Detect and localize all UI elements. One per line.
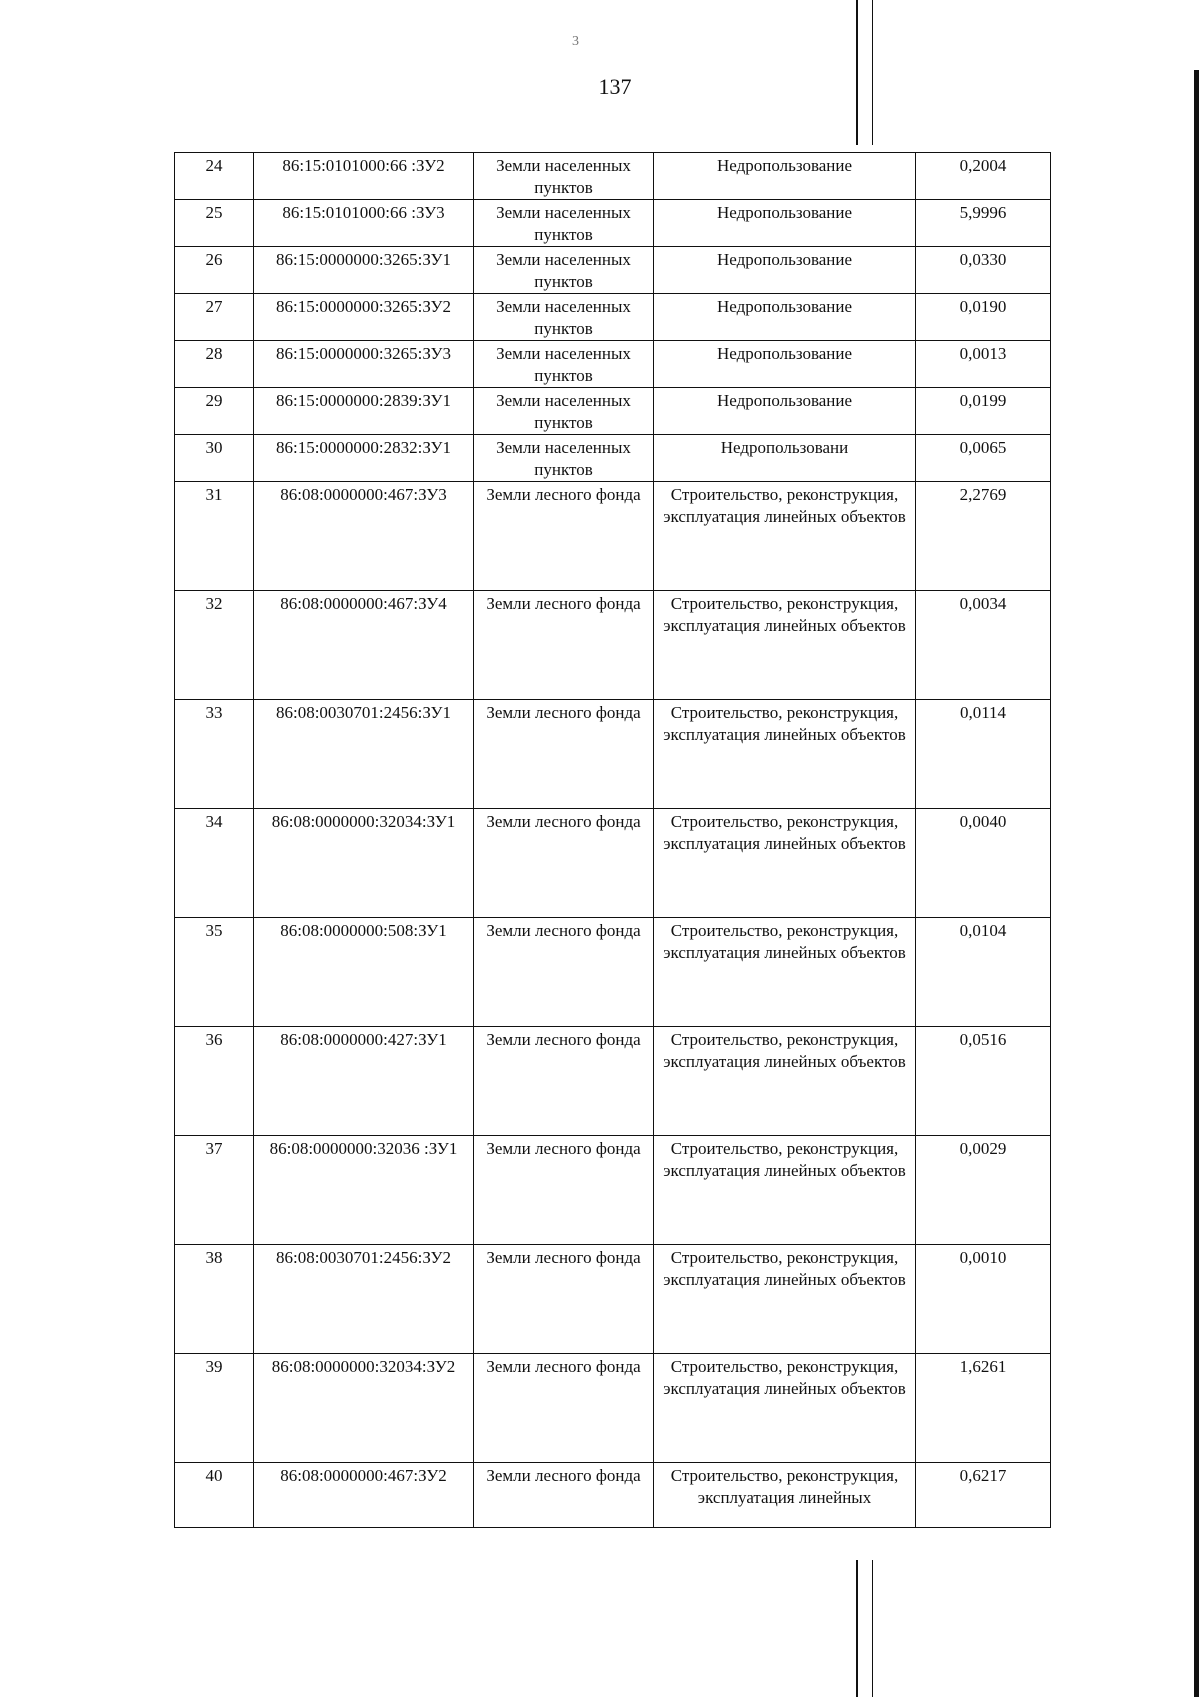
page-mark: 3 [572, 34, 579, 49]
row-number-cell: 27 [175, 294, 254, 341]
land-category-cell: Земли населенных пунктов [474, 388, 654, 435]
land-category-cell: Земли лесного фонда [474, 1245, 654, 1354]
table-row [175, 341, 1051, 388]
land-category-cell: Земли лесного фонда [474, 1354, 654, 1463]
area-cell: 0,0114 [916, 700, 1051, 809]
area-cell: 0,0013 [916, 341, 1051, 388]
cadastral-number-cell: 86:08:0000000:467:ЗУ2 [254, 1463, 474, 1528]
row-number-cell: 37 [175, 1136, 254, 1245]
scan-edge-line [872, 1560, 873, 1697]
cadastral-number-cell: 86:08:0000000:508:ЗУ1 [254, 918, 474, 1027]
table-row [175, 388, 1051, 435]
area-cell: 5,9996 [916, 200, 1051, 247]
land-category-cell: Земли населенных пунктов [474, 341, 654, 388]
cadastral-number-cell: 86:15:0000000:3265:ЗУ1 [254, 247, 474, 294]
row-number-cell: 40 [175, 1463, 254, 1528]
land-category-cell: Земли лесного фонда [474, 482, 654, 591]
scan-edge-line [872, 0, 873, 145]
table-row [175, 294, 1051, 341]
scan-edge-line [856, 1560, 858, 1697]
page-number: 137 [598, 74, 632, 99]
permitted-use-cell: Строительство, реконструкция, эксплуатация линейных объектов [654, 1354, 916, 1463]
permitted-use-cell: Недропользование [654, 294, 916, 341]
table-row [175, 1354, 1051, 1463]
cadastral-number-cell: 86:08:0000000:467:ЗУ3 [254, 482, 474, 591]
row-number-cell: 29 [175, 388, 254, 435]
table-body [175, 153, 1051, 1528]
table-row [175, 1245, 1051, 1354]
cadastral-number-cell: 86:15:0101000:66 :ЗУ2 [254, 153, 474, 200]
cadastral-number-cell: 86:15:0000000:2832:ЗУ1 [254, 435, 474, 482]
area-cell: 0,2004 [916, 153, 1051, 200]
row-number-cell: 38 [175, 1245, 254, 1354]
table-row [175, 1027, 1051, 1136]
row-number-cell: 36 [175, 1027, 254, 1136]
permitted-use-cell: Строительство, реконструкция, эксплуатация линейных объектов [654, 700, 916, 809]
cadastral-number-cell: 86:15:0101000:66 :ЗУ3 [254, 200, 474, 247]
area-cell: 0,6217 [916, 1463, 1051, 1528]
scan-edge-line [856, 0, 858, 145]
permitted-use-cell: Недропользование [654, 341, 916, 388]
area-cell: 0,0330 [916, 247, 1051, 294]
land-category-cell: Земли лесного фонда [474, 809, 654, 918]
table-row [175, 918, 1051, 1027]
table-row [175, 700, 1051, 809]
table-row [175, 591, 1051, 700]
area-cell: 0,0190 [916, 294, 1051, 341]
area-cell: 0,0029 [916, 1136, 1051, 1245]
row-number-cell: 25 [175, 200, 254, 247]
cadastral-number-cell: 86:08:0000000:32034:ЗУ2 [254, 1354, 474, 1463]
permitted-use-cell: Строительство, реконструкция, эксплуатация линейных объектов [654, 1027, 916, 1136]
table-row [175, 482, 1051, 591]
land-category-cell: Земли лесного фонда [474, 700, 654, 809]
cadastral-number-cell: 86:08:0030701:2456:ЗУ2 [254, 1245, 474, 1354]
table-row [175, 1136, 1051, 1245]
area-cell: 2,2769 [916, 482, 1051, 591]
permitted-use-cell: Недропользование [654, 388, 916, 435]
land-category-cell: Земли населенных пунктов [474, 294, 654, 341]
row-number-cell: 28 [175, 341, 254, 388]
permitted-use-cell: Строительство, реконструкция, эксплуатация линейных объектов [654, 1245, 916, 1354]
row-number-cell: 32 [175, 591, 254, 700]
permitted-use-cell: Строительство, реконструкция, эксплуатация линейных объектов [654, 1136, 916, 1245]
permitted-use-cell: Недропользование [654, 247, 916, 294]
row-number-cell: 26 [175, 247, 254, 294]
land-plots-table [174, 152, 1051, 1528]
table-row [175, 247, 1051, 294]
land-category-cell: Земли населенных пунктов [474, 247, 654, 294]
cadastral-number-cell: 86:15:0000000:3265:ЗУ2 [254, 294, 474, 341]
land-category-cell: Земли лесного фонда [474, 1463, 654, 1528]
row-number-cell: 39 [175, 1354, 254, 1463]
area-cell: 0,0034 [916, 591, 1051, 700]
area-cell: 0,0516 [916, 1027, 1051, 1136]
cadastral-number-cell: 86:15:0000000:2839:ЗУ1 [254, 388, 474, 435]
permitted-use-cell: Строительство, реконструкция, эксплуатация линейных объектов [654, 591, 916, 700]
cadastral-number-cell: 86:08:0000000:32034:ЗУ1 [254, 809, 474, 918]
area-cell: 1,6261 [916, 1354, 1051, 1463]
land-category-cell: Земли населенных пунктов [474, 153, 654, 200]
cadastral-number-cell: 86:08:0000000:32036 :ЗУ1 [254, 1136, 474, 1245]
land-category-cell: Земли лесного фонда [474, 591, 654, 700]
land-category-cell: Земли населенных пунктов [474, 200, 654, 247]
permitted-use-cell: Строительство, реконструкция, эксплуатация линейных объектов [654, 918, 916, 1027]
cadastral-number-cell: 86:08:0030701:2456:ЗУ1 [254, 700, 474, 809]
cadastral-number-cell: 86:08:0000000:427:ЗУ1 [254, 1027, 474, 1136]
table-row [175, 435, 1051, 482]
permitted-use-cell: Строительство, реконструкция, эксплуатация линейных [654, 1463, 916, 1528]
table-row [175, 200, 1051, 247]
row-number-cell: 30 [175, 435, 254, 482]
permitted-use-cell: Недропользование [654, 153, 916, 200]
area-cell: 0,0199 [916, 388, 1051, 435]
table-row [175, 1463, 1051, 1528]
area-cell: 0,0104 [916, 918, 1051, 1027]
area-cell: 0,0065 [916, 435, 1051, 482]
cadastral-number-cell: 86:08:0000000:467:ЗУ4 [254, 591, 474, 700]
cadastral-number-cell: 86:15:0000000:3265:ЗУ3 [254, 341, 474, 388]
permitted-use-cell: Недропользование [654, 200, 916, 247]
row-number-cell: 24 [175, 153, 254, 200]
row-number-cell: 35 [175, 918, 254, 1027]
land-category-cell: Земли лесного фонда [474, 918, 654, 1027]
permitted-use-cell: Строительство, реконструкция, эксплуатация линейных объектов [654, 482, 916, 591]
row-number-cell: 33 [175, 700, 254, 809]
permitted-use-cell: Недропользовани [654, 435, 916, 482]
row-number-cell: 31 [175, 482, 254, 591]
table-row [175, 153, 1051, 200]
scan-edge-line [1194, 70, 1199, 1697]
area-cell: 0,0010 [916, 1245, 1051, 1354]
permitted-use-cell: Строительство, реконструкция, эксплуатация линейных объектов [654, 809, 916, 918]
land-category-cell: Земли населенных пунктов [474, 435, 654, 482]
land-category-cell: Земли лесного фонда [474, 1136, 654, 1245]
row-number-cell: 34 [175, 809, 254, 918]
area-cell: 0,0040 [916, 809, 1051, 918]
table-row [175, 809, 1051, 918]
land-category-cell: Земли лесного фонда [474, 1027, 654, 1136]
